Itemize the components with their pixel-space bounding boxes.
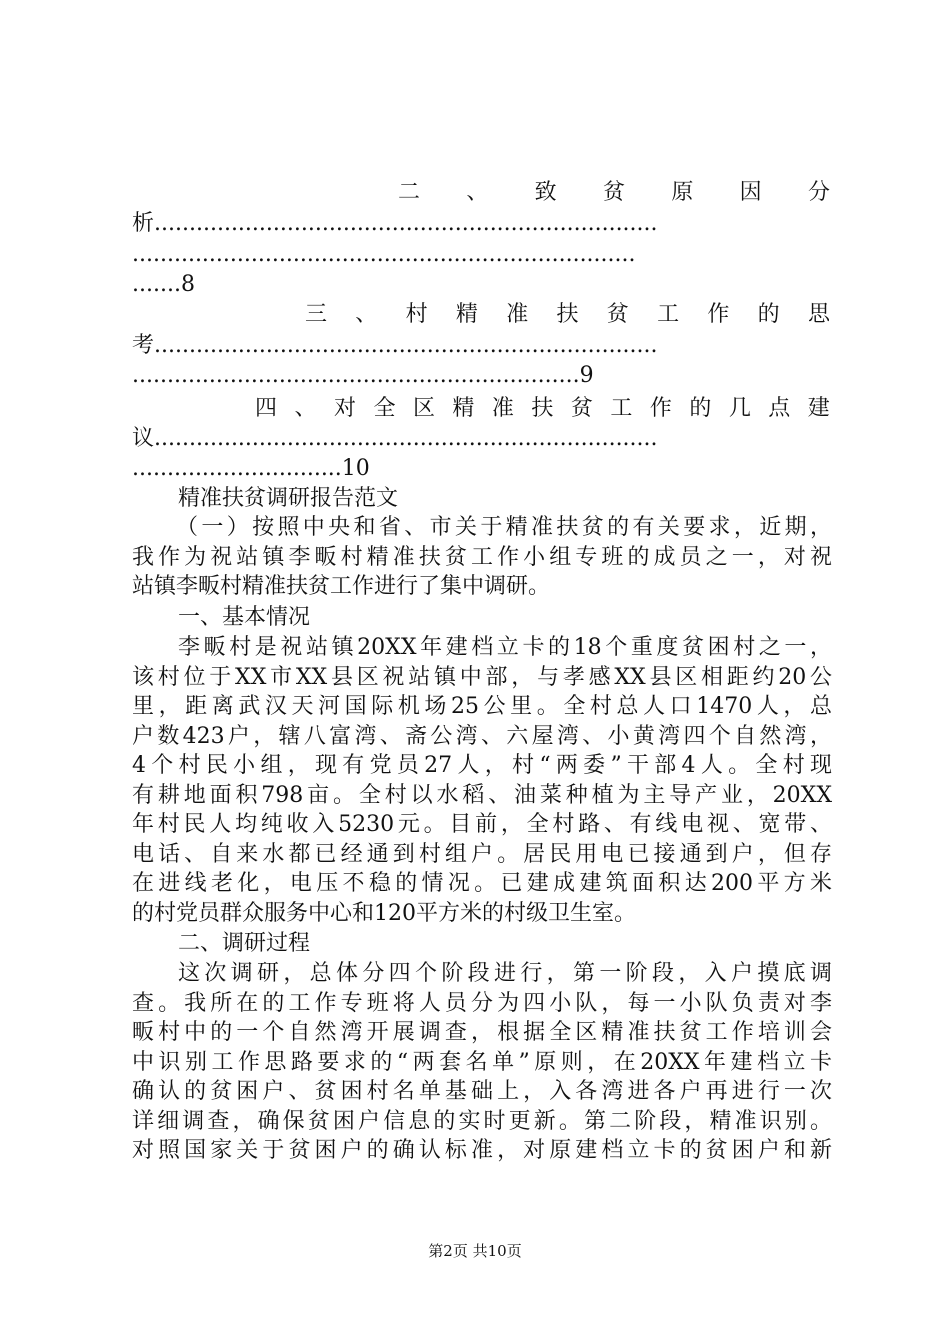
section-2-paragraph <box>132 959 832 1166</box>
doc-title: 精准扶贫调研报告范文 <box>178 486 399 511</box>
section-1-heading: 一、基本情况 <box>178 605 311 630</box>
paragraph-line: 电话、自来水都已经通到村组户。居民用电已接通到户，但存 <box>132 841 832 867</box>
paragraph-line: 该村位于XX市XX县区祝站镇中部，与孝感XX县区相距约20公 <box>132 664 832 690</box>
toc-entry-3-head: 四 、 对 全 区 精 准 扶 贫 工 作 的 几 点 建 <box>255 396 830 421</box>
paragraph-line: 中识别工作思路要求的“两套名单”原则，在20XX年建档立卡 <box>132 1049 832 1075</box>
intro-line: （一）按照中央和省、市关于精准扶贫的有关要求，近期， <box>176 515 832 540</box>
paragraph-line: 在进线老化，电压不稳的情况。已建成建筑面积达200平方米 <box>132 871 832 896</box>
paragraph-line: 确认的贫困户、贫困村名单基础上，入各湾进各户再进行一次 <box>132 1079 832 1104</box>
paragraph-line: 4个村民小组，现有党员27人，村“两委”干部4人。全村现 <box>132 753 832 778</box>
toc-char: 因 <box>739 180 762 205</box>
page-footer: 第2页 共10页 <box>428 1242 522 1260</box>
toc-char: 二 <box>398 180 421 205</box>
toc-char: 、 <box>466 180 489 205</box>
toc-char: 贫 <box>602 180 625 205</box>
paragraph-line: 里，距离武汉天河国际机场25公里。全村总人口1470人，总 <box>132 694 832 719</box>
intro-line: 站镇李畈村精准扶贫工作进行了集中调研。 <box>132 574 551 599</box>
toc-entry-2-dots-1: 考........................................................................ <box>132 333 658 358</box>
toc-entry-3-page: ..............................10 <box>132 456 370 481</box>
intro-line: 我作为祝站镇李畈村精准扶贫工作小组专班的成员之一，对祝 <box>132 544 832 570</box>
toc-entry-3-dots-1: 议........................................................................ <box>132 426 658 451</box>
toc-entry-1-dots-2: ........................................................................ <box>132 242 636 267</box>
paragraph-line: 年村民人均纯收入5230元。目前，全村路、有线电视、宽带、 <box>132 812 832 837</box>
toc-entry-1-head <box>398 178 830 208</box>
toc-entry-2-head: 三 、 村 精 准 扶 贫 工 作 的 思 <box>305 302 830 327</box>
paragraph-line: 户数423户，辖八富湾、斋公湾、六屋湾、小黄湾四个自然湾， <box>132 723 832 749</box>
toc-entry-1-page: .......8 <box>132 272 195 297</box>
toc-char: 分 <box>807 180 830 205</box>
paragraph-line: 对照国家关于贫困户的确认标准，对原建档立卡的贫困户和新 <box>132 1138 832 1163</box>
intro-paragraph <box>132 513 832 602</box>
toc-char: 致 <box>534 180 557 205</box>
paragraph-line: 这次调研，总体分四个阶段进行，第一阶段，入户摸底调 <box>178 961 832 986</box>
paragraph-line: 详细调查，确保贫困户信息的实时更新。第二阶段，精准识别。 <box>132 1108 832 1134</box>
paragraph-line: 有耕地面积798亩。全村以水稻、油菜种植为主导产业，20XX <box>132 782 832 808</box>
section-2-heading: 二、调研过程 <box>178 931 311 956</box>
toc-entry-2-page: ................................................................9 <box>132 363 594 388</box>
paragraph-line: 李畈村是祝站镇20XX年建档立卡的18个重度贫困村之一， <box>178 635 832 660</box>
paragraph-line: 的村党员群众服务中心和120平方米的村级卫生室。 <box>132 900 636 926</box>
paragraph-line: 查。我所在的工作专班将人员分为四小队，每一小队负责对李 <box>132 990 832 1016</box>
section-1-paragraph <box>132 633 832 928</box>
paragraph-line: 畈村中的一个自然湾开展调查，根据全区精准扶贫工作培训会 <box>132 1020 832 1045</box>
toc-entry-1-dots-1: 析........................................................................ <box>132 211 658 236</box>
toc-char: 原 <box>671 180 694 205</box>
